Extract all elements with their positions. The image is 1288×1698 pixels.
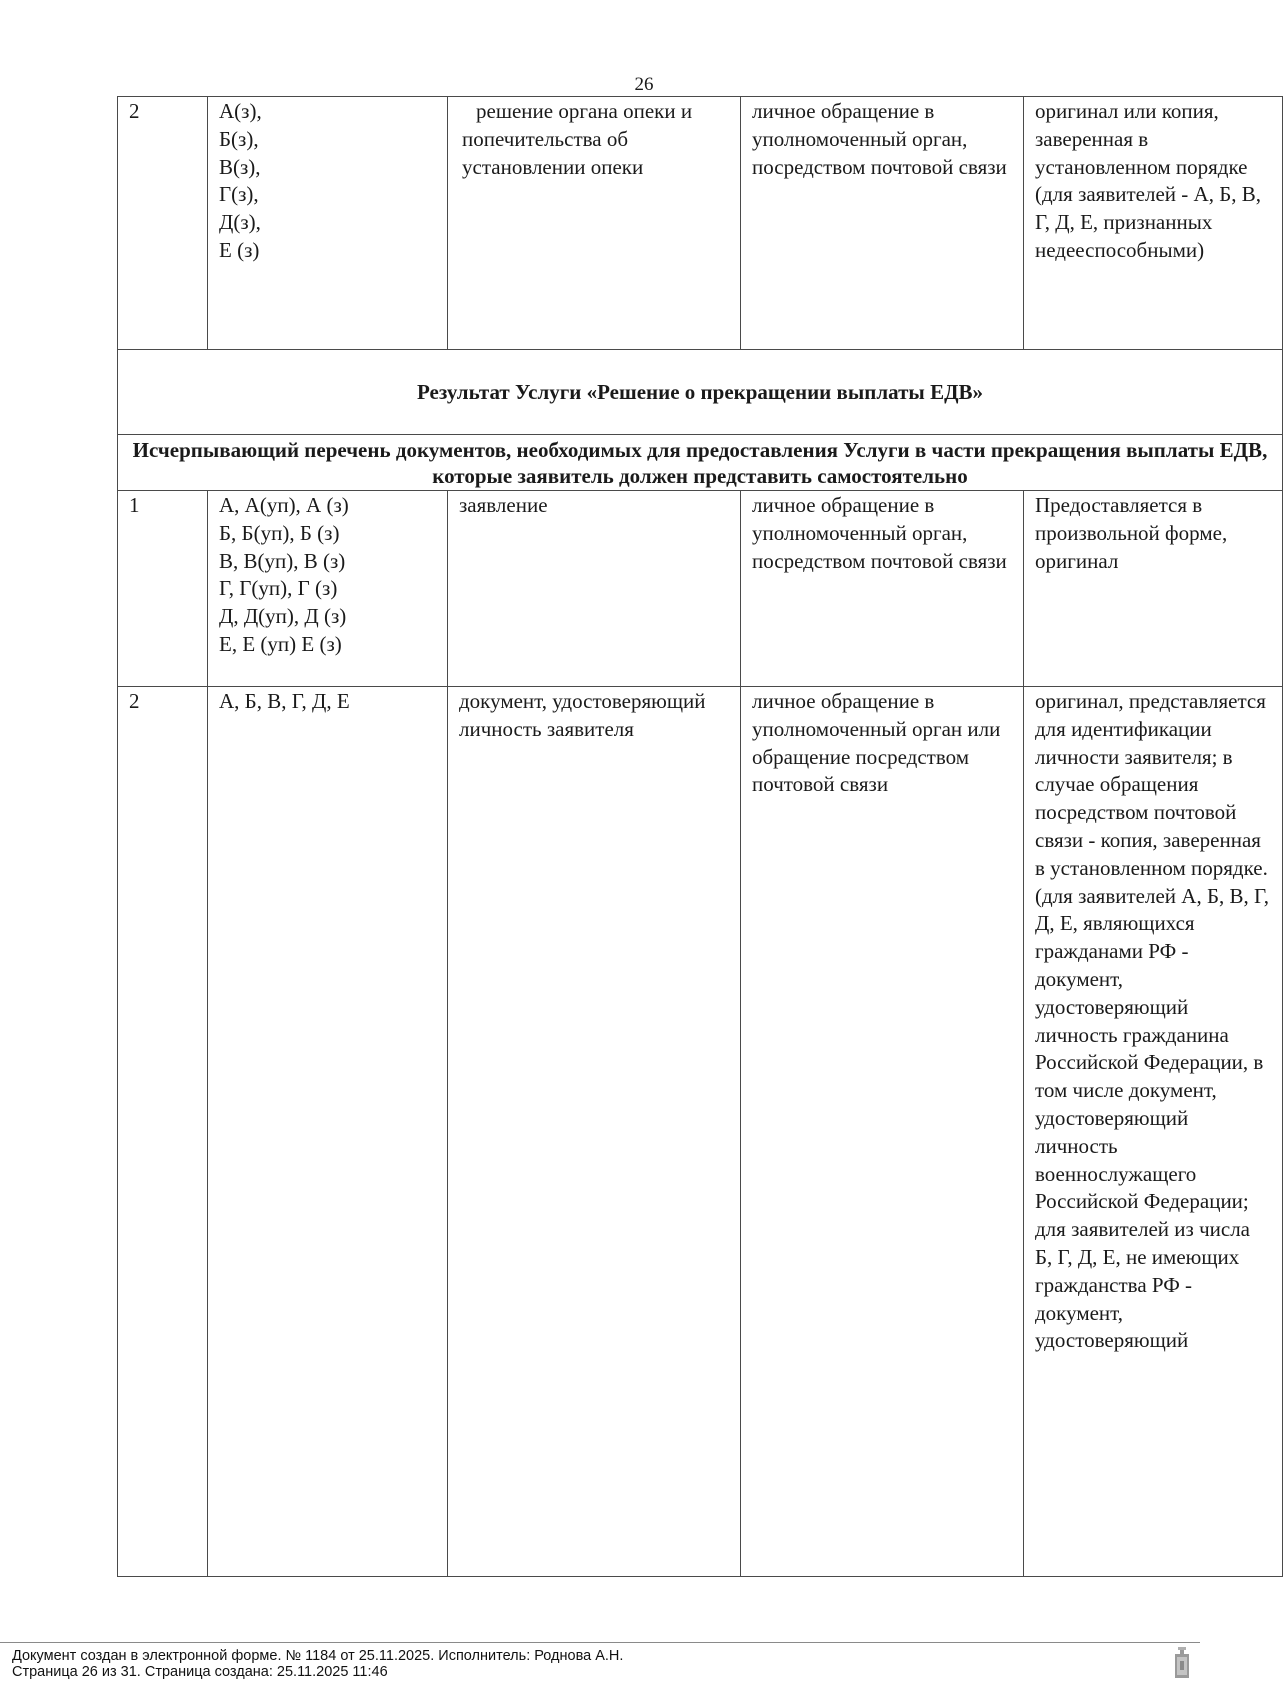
submission-method: личное обращение в уполномоченный орган, посредством почтовой связи [741, 97, 1024, 350]
submission-method: личное обращение в уполномоченный орган или обращение посредством почтовой связи [741, 687, 1024, 1577]
row-number: 1 [118, 491, 208, 687]
row-number: 2 [118, 687, 208, 1577]
documents-table [117, 96, 1283, 1577]
document-name [448, 97, 741, 350]
footer [12, 1648, 623, 1680]
document-requirements: оригинал или копия, заверенная в установленном порядке (для заявителей - А, Б, В, Г, Д, Е, признанных недееспособными) [1024, 97, 1283, 350]
section-subheading-row [118, 435, 1283, 491]
section-heading: Результат Услуги «Решение о прекращении выплаты ЕДВ» [118, 350, 1283, 435]
applicant-categories: А, А(уп), А (з) Б, Б(уп), Б (з) В, В(уп), В (з) Г, Г(уп), Г (з) Д, Д(уп), Д (з) Е, Е (уп) Е (з) [208, 491, 448, 687]
footer-line-document: Документ создан в электронной форме. № 1184 от 25.11.2025. Исполнитель: Роднова А.Н. [12, 1648, 624, 1664]
section-subheading: Исчерпывающий перечень документов, необходимых для предоставления Услуги в части прекращения выплаты ЕДВ, которые заявитель должен представить самостоятельно [118, 435, 1283, 491]
document-name-text: решение органа опеки и попечительства об установлении опеки [462, 99, 693, 179]
table-row [118, 687, 1283, 1577]
table-row [118, 491, 1283, 687]
submission-method: личное обращение в уполномоченный орган, посредством почтовой связи [741, 491, 1024, 687]
table-row [118, 97, 1283, 350]
document-name: документ, удостоверяющий личность заявителя [448, 687, 741, 1577]
footer-divider [0, 1642, 1200, 1643]
footer-line-page: Страница 26 из 31. Страница создана: 25.11.2025 11:46 [12, 1664, 388, 1680]
document-requirements: оригинал, представляется для идентификации личности заявителя; в случае обращения посредством почтовой связи - копия, заверенная в установленном порядке. (для заявителей А, Б, В, Г, Д, Е, являющихся гражданами РФ - документ, удостоверяющий личность гражданина Российской Федерации, в том числе документ, удостоверяющий личность военнослужащего Российской Федерации; для заявителей из числа Б, Г, Д, Е, не имеющих гражданства РФ - документ, удостоверяющий [1024, 687, 1283, 1577]
applicant-categories: А(з), Б(з), В(з), Г(з), Д(з), Е (з) [208, 97, 448, 350]
page-number: 26 [634, 74, 654, 95]
document-name: заявление [448, 491, 741, 687]
section-heading-row [118, 350, 1283, 435]
coat-of-arms-icon [1172, 1646, 1192, 1680]
applicant-categories: А, Б, В, Г, Д, Е [208, 687, 448, 1577]
row-number: 2 [118, 97, 208, 350]
document-requirements: Предоставляется в произвольной форме, оригинал [1024, 491, 1283, 687]
